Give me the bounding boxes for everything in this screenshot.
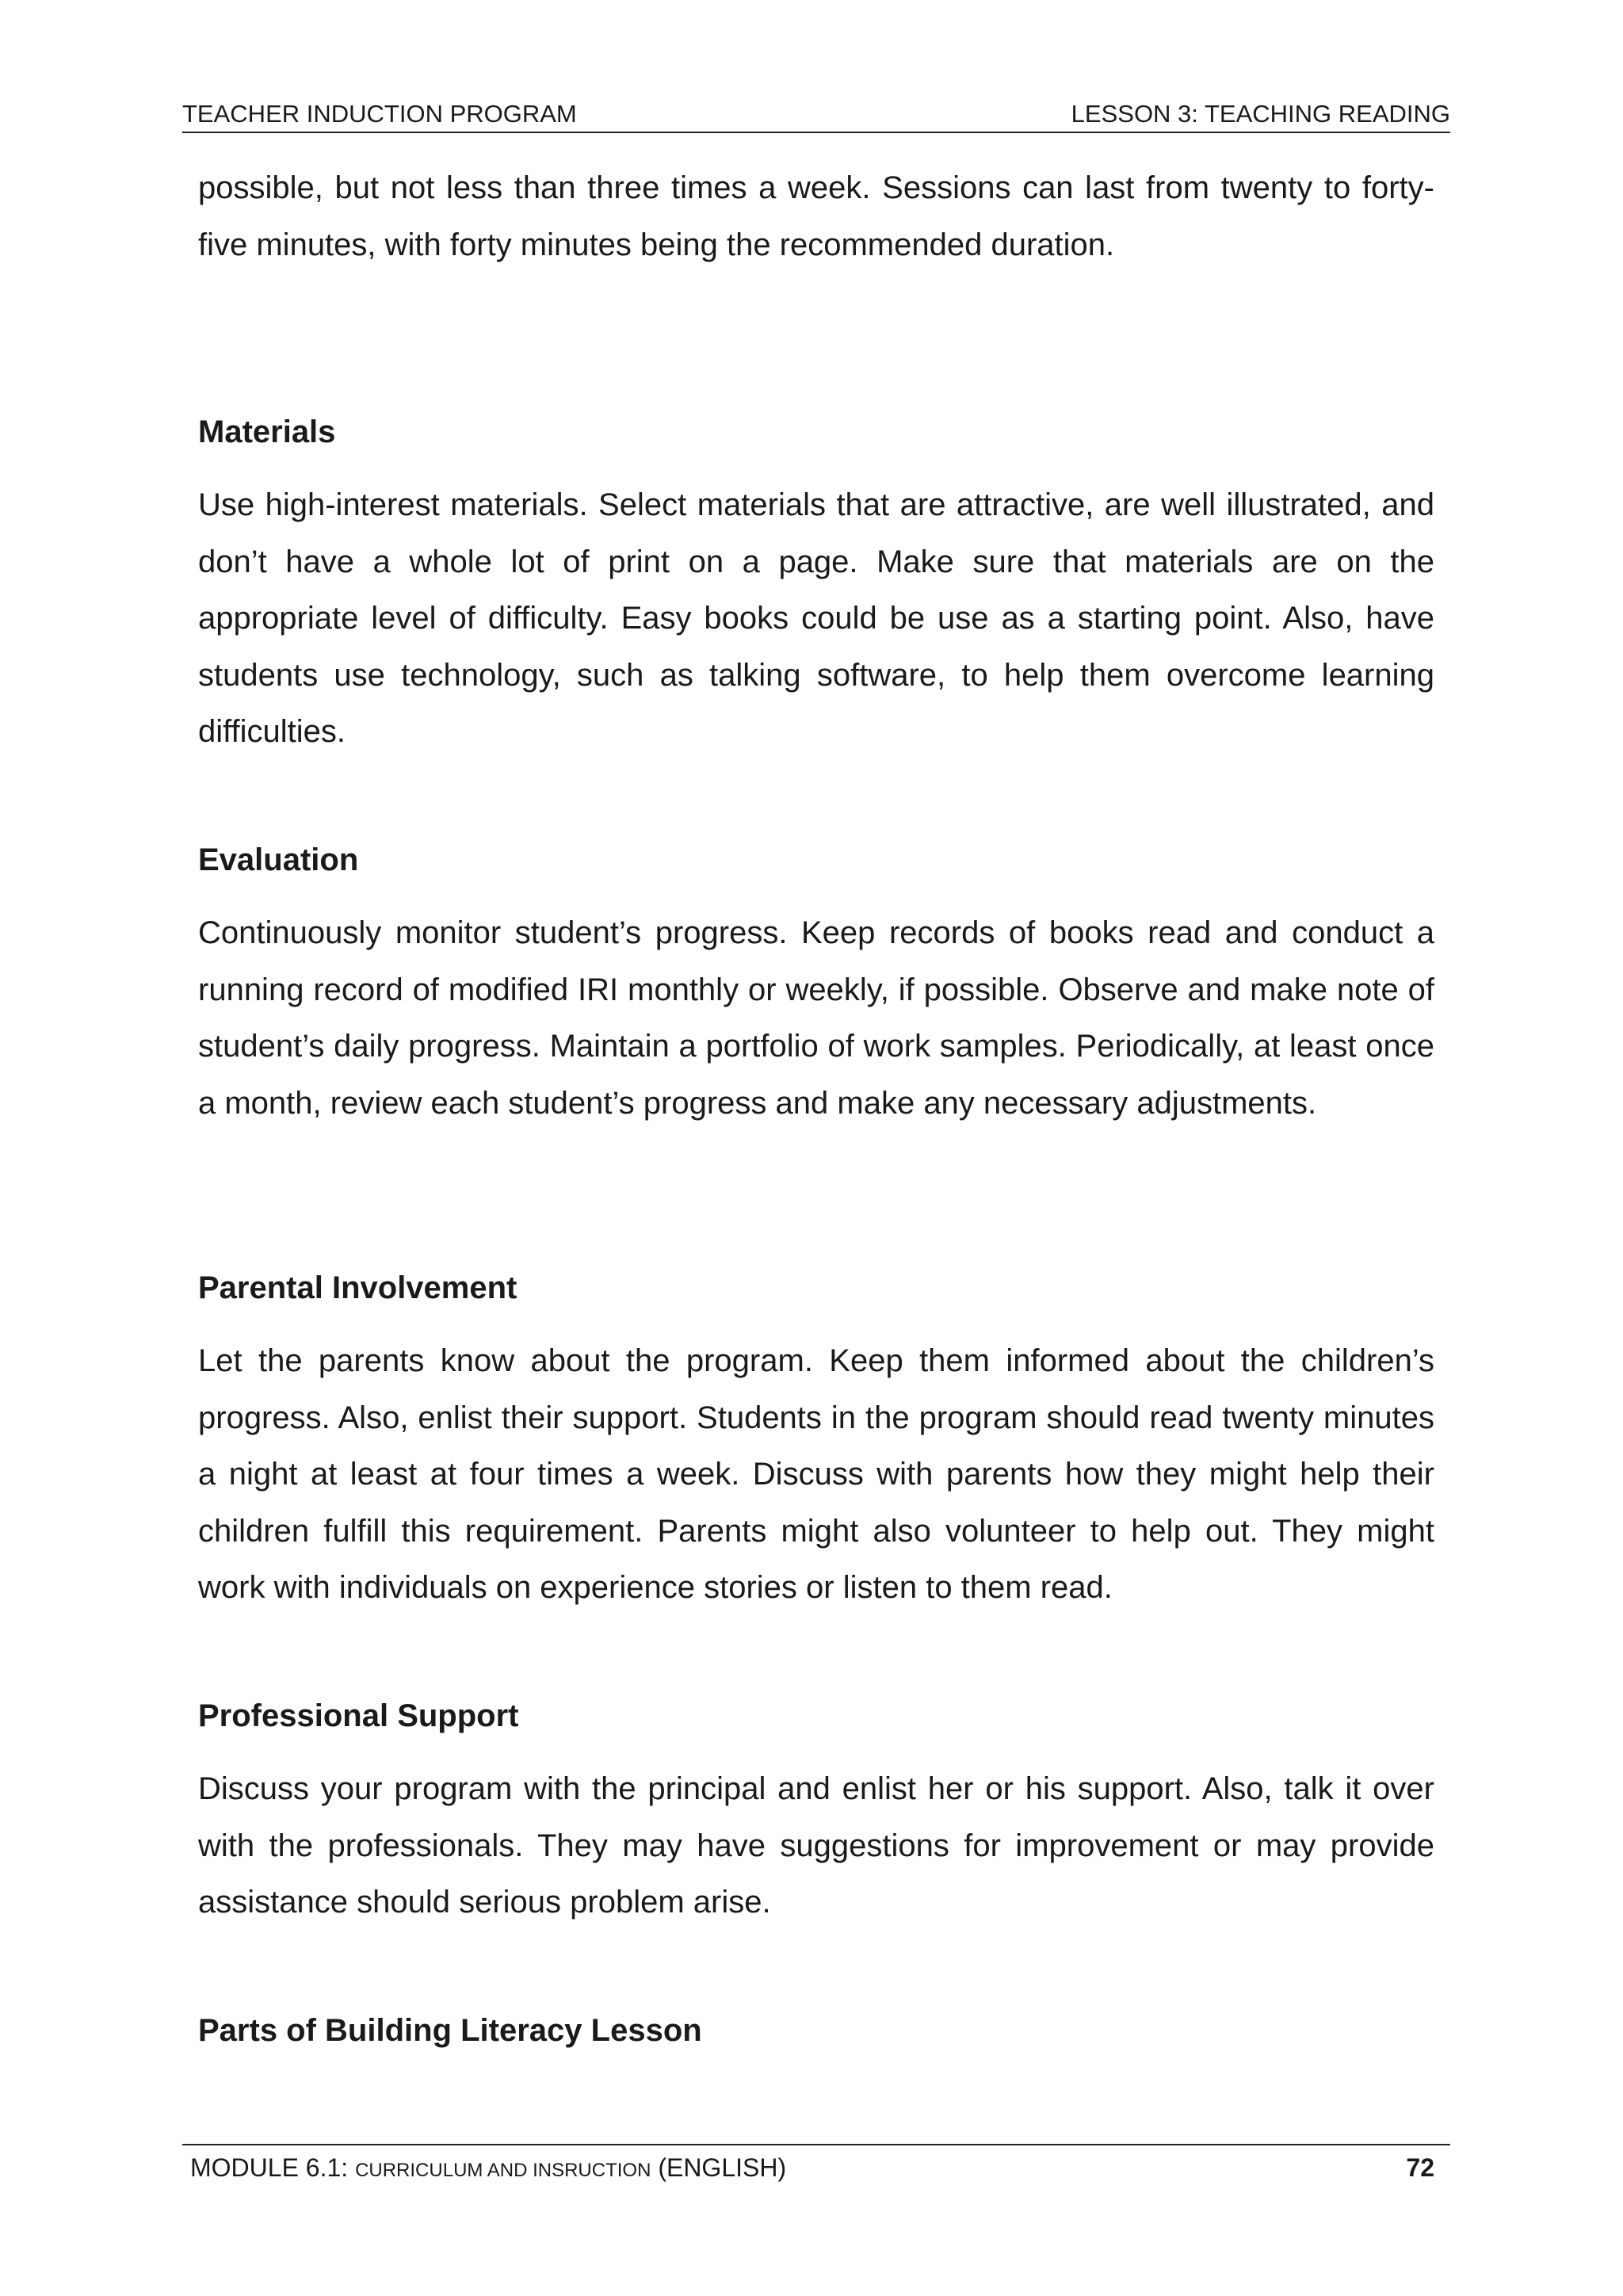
heading-parental-involvement: Parental Involvement [198,1270,517,1305]
page-footer [182,2144,1450,2190]
header-program-title: TEACHER INDUCTION PROGRAM [182,100,577,128]
heading-evaluation: Evaluation [198,842,359,877]
page-header [182,97,1450,133]
footer-module-label [190,2150,786,2188]
heading-materials: Materials [198,415,336,449]
intro-paragraph: possible, but not less than three times a week. Sessions can last from twenty to forty-five minutes, with forty minutes being the recommended duration. [198,170,1434,262]
paragraph-evaluation: Continuously monitor student’s progress. Keep records of books read and conduct a running record of modified IRI monthly or weekly, if possible. Observe and make note of student’s daily progress. Maintain a portfolio of work samples. Periodically, at least once a month, review each student’s progress and make any necessary adjustments. [198,915,1434,1121]
heading-parts-of-lesson: Parts of Building Literacy Lesson [198,2013,702,2048]
paragraph-materials: Use high-interest materials. Select materials that are attractive, are well illustrated, and don’t have a whole lot of print on a page. Make sure that materials are on the appropriate level of difficulty. Easy books could be use as a starting point. Also, have students use technology, such as talking software, to help them overcome learning difficulties. [198,487,1434,749]
paragraph-parental-involvement: Let the parents know about the program. Keep them informed about the children’s progress. Also, enlist their support. Students in the program should read twenty minutes a night at least at four times a week. Discuss with parents how they might help their children fulfill this requirement. Parents might also volunteer to help out. They might work with individuals on experience stories or listen to them read. [198,1343,1434,1605]
page-number: 72 [1406,2153,1434,2182]
footer-course: CURRICULUM AND INSRUCTION [355,2160,651,2181]
footer-module: MODULE 6.1: [190,2153,356,2182]
heading-professional-support: Professional Support [198,1698,519,1733]
paragraph-professional-support: Discuss your program with the principal and enlist her or his support. Also, talk it over with the professionals. They may have suggestions for improvement or may provide assistance should serious problem arise. [198,1771,1434,1920]
footer-language: (ENGLISH) [651,2153,787,2182]
header-lesson-title: LESSON 3: TEACHING READING [1071,100,1450,128]
